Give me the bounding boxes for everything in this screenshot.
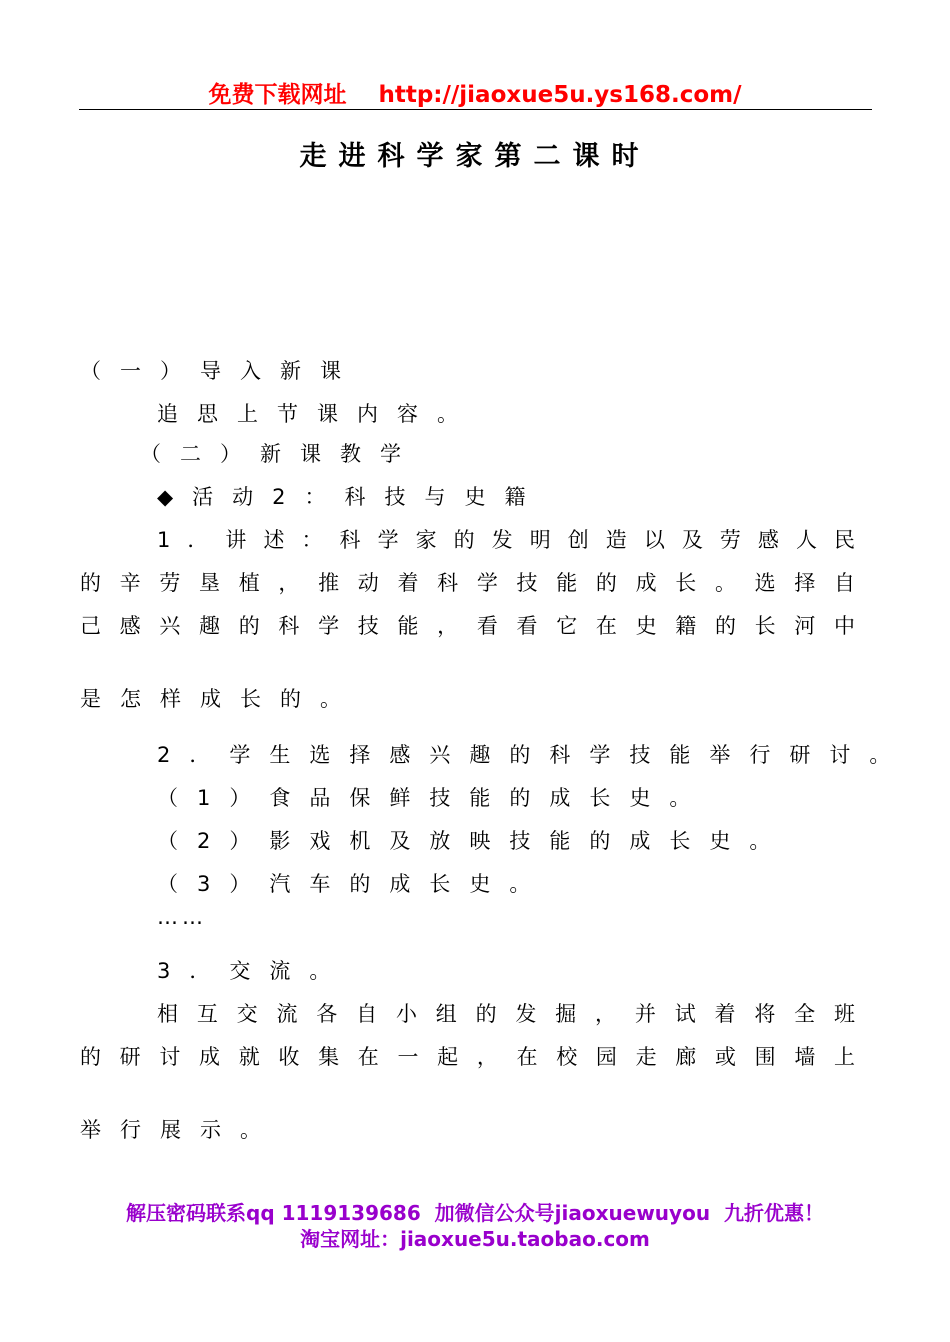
item2-text: 2．学生选择感兴趣的科学技能举行研讨。 <box>157 743 910 767</box>
item1-line2: 的辛劳垦植，推动着科学技能的成长。选择自 <box>80 571 855 595</box>
download-url-header[interactable]: 免费下载网址 http://jiaoxue5u.ys168.com/ <box>208 82 742 108</box>
item1-line4: 是怎样成长的。 <box>80 687 360 711</box>
item3-line1: 相互交流各自小组的发掘，并试着将全班 <box>157 1002 855 1026</box>
item1-line3: 己感兴趣的科学技能，看看它在史籍的长河中 <box>80 614 855 638</box>
item3-heading: 3．交流。 <box>157 959 350 983</box>
item1-line1: 1．讲述：科学家的发明创造以及劳感人民 <box>157 528 855 552</box>
activity-heading: ◆活动2：科技与史籍 <box>157 485 545 509</box>
header-divider <box>79 109 872 110</box>
item3-line2: 的研讨成就收集在一起，在校园走廊或围墙上 <box>80 1045 855 1069</box>
sub-item-1: （1）食品保鲜技能的成长史。 <box>157 786 710 810</box>
section1-heading: （一）导入新课 <box>80 359 360 383</box>
section2-heading: （二）新课教学 <box>140 442 420 466</box>
footer-contact-line: 解压密码联系qq 1119139686 加微信公众号jiaoxuewuyou 九折优惠！ <box>126 1201 824 1225</box>
sub-item-3: （3）汽车的成长史。 <box>157 872 550 896</box>
footer-taobao-link[interactable]: 淘宝网址：jiaoxue5u.taobao.com <box>300 1227 650 1251</box>
document-title: 走进科学家第二课时 <box>299 141 651 172</box>
ellipsis: …… <box>157 905 207 929</box>
sub-item-2: （2）影戏机及放映技能的成长史。 <box>157 829 790 853</box>
item3-line3: 举行展示。 <box>80 1118 280 1142</box>
section1-text: 追思上节课内容。 <box>157 402 477 426</box>
